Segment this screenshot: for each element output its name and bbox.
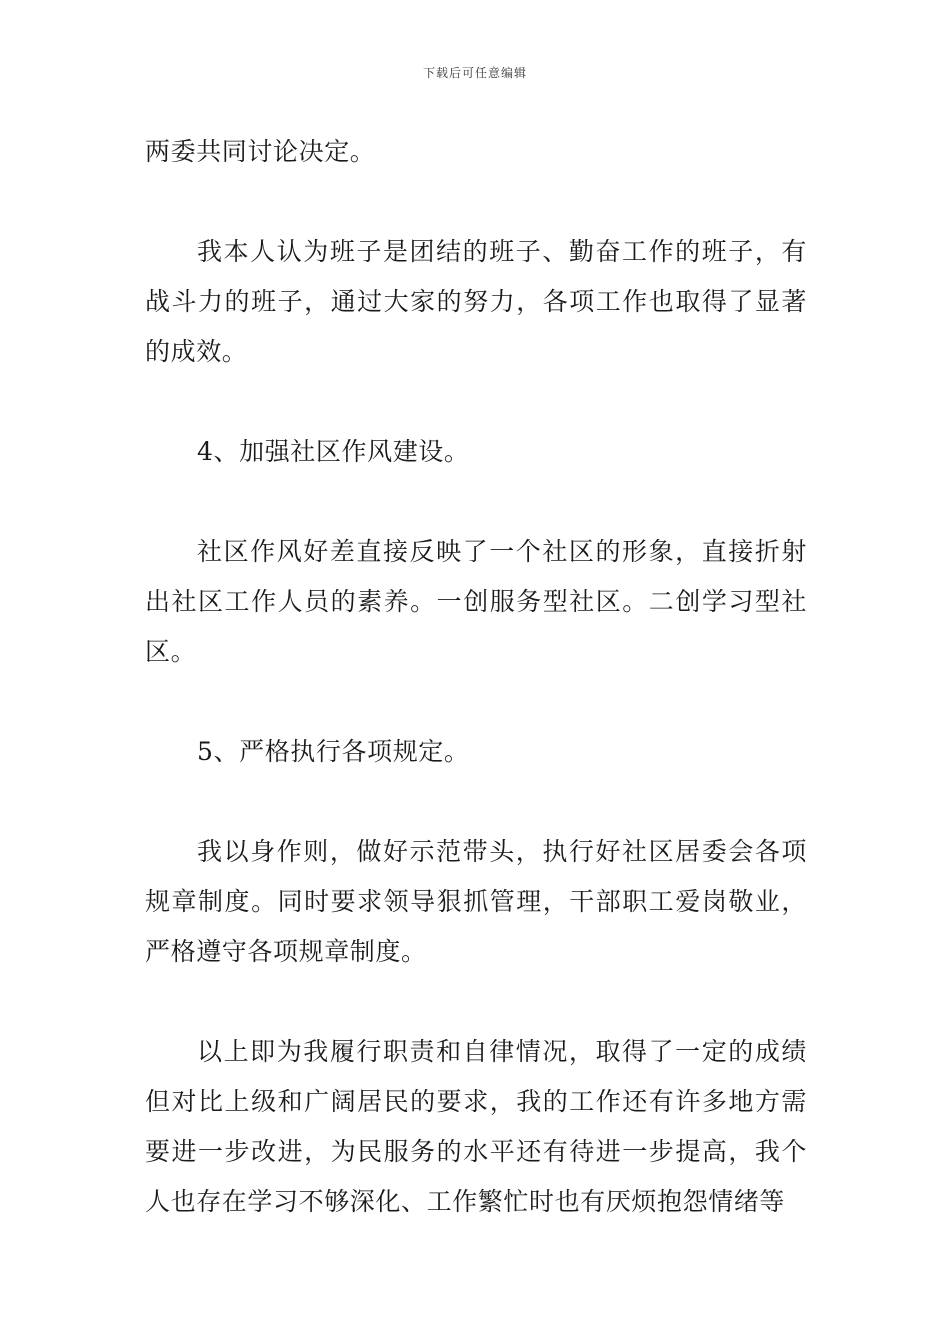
paragraph-2: 我本人认为班子是团结的班子、勤奋工作的班子，有战斗力的班子，通过大家的努力，各项工作也取得了显著的成效。 xyxy=(145,237,807,366)
document-body xyxy=(145,127,807,1227)
section-heading-4: 4、加强社区作风建设。 xyxy=(197,437,470,466)
section-heading-5: 5、严格执行各项规定。 xyxy=(197,737,470,766)
header-note: 下载后可任意编辑 xyxy=(422,66,527,80)
paragraph-3: 社区作风好差直接反映了一个社区的形象，直接折射出社区工作人员的素养。一创服务型社区。二创学习型社区。 xyxy=(145,537,807,666)
paragraph-1: 两委共同讨论决定。 xyxy=(145,137,376,166)
paragraph-5: 以上即为我履行职责和自律情况，取得了一定的成绩但对比上级和广阔居民的要求，我的工作还有许多地方需要进一步改进，为民服务的水平还有待进一步提高，我个人也存在学习不够深化、工作繁忙时也有厌烦抱怨情绪等 xyxy=(145,1037,807,1216)
paragraph-4: 我以身作则，做好示范带头，执行好社区居委会各项规章制度。同时要求领导狠抓管理，干部职工爱岗敬业，严格遵守各项规章制度。 xyxy=(145,837,807,966)
